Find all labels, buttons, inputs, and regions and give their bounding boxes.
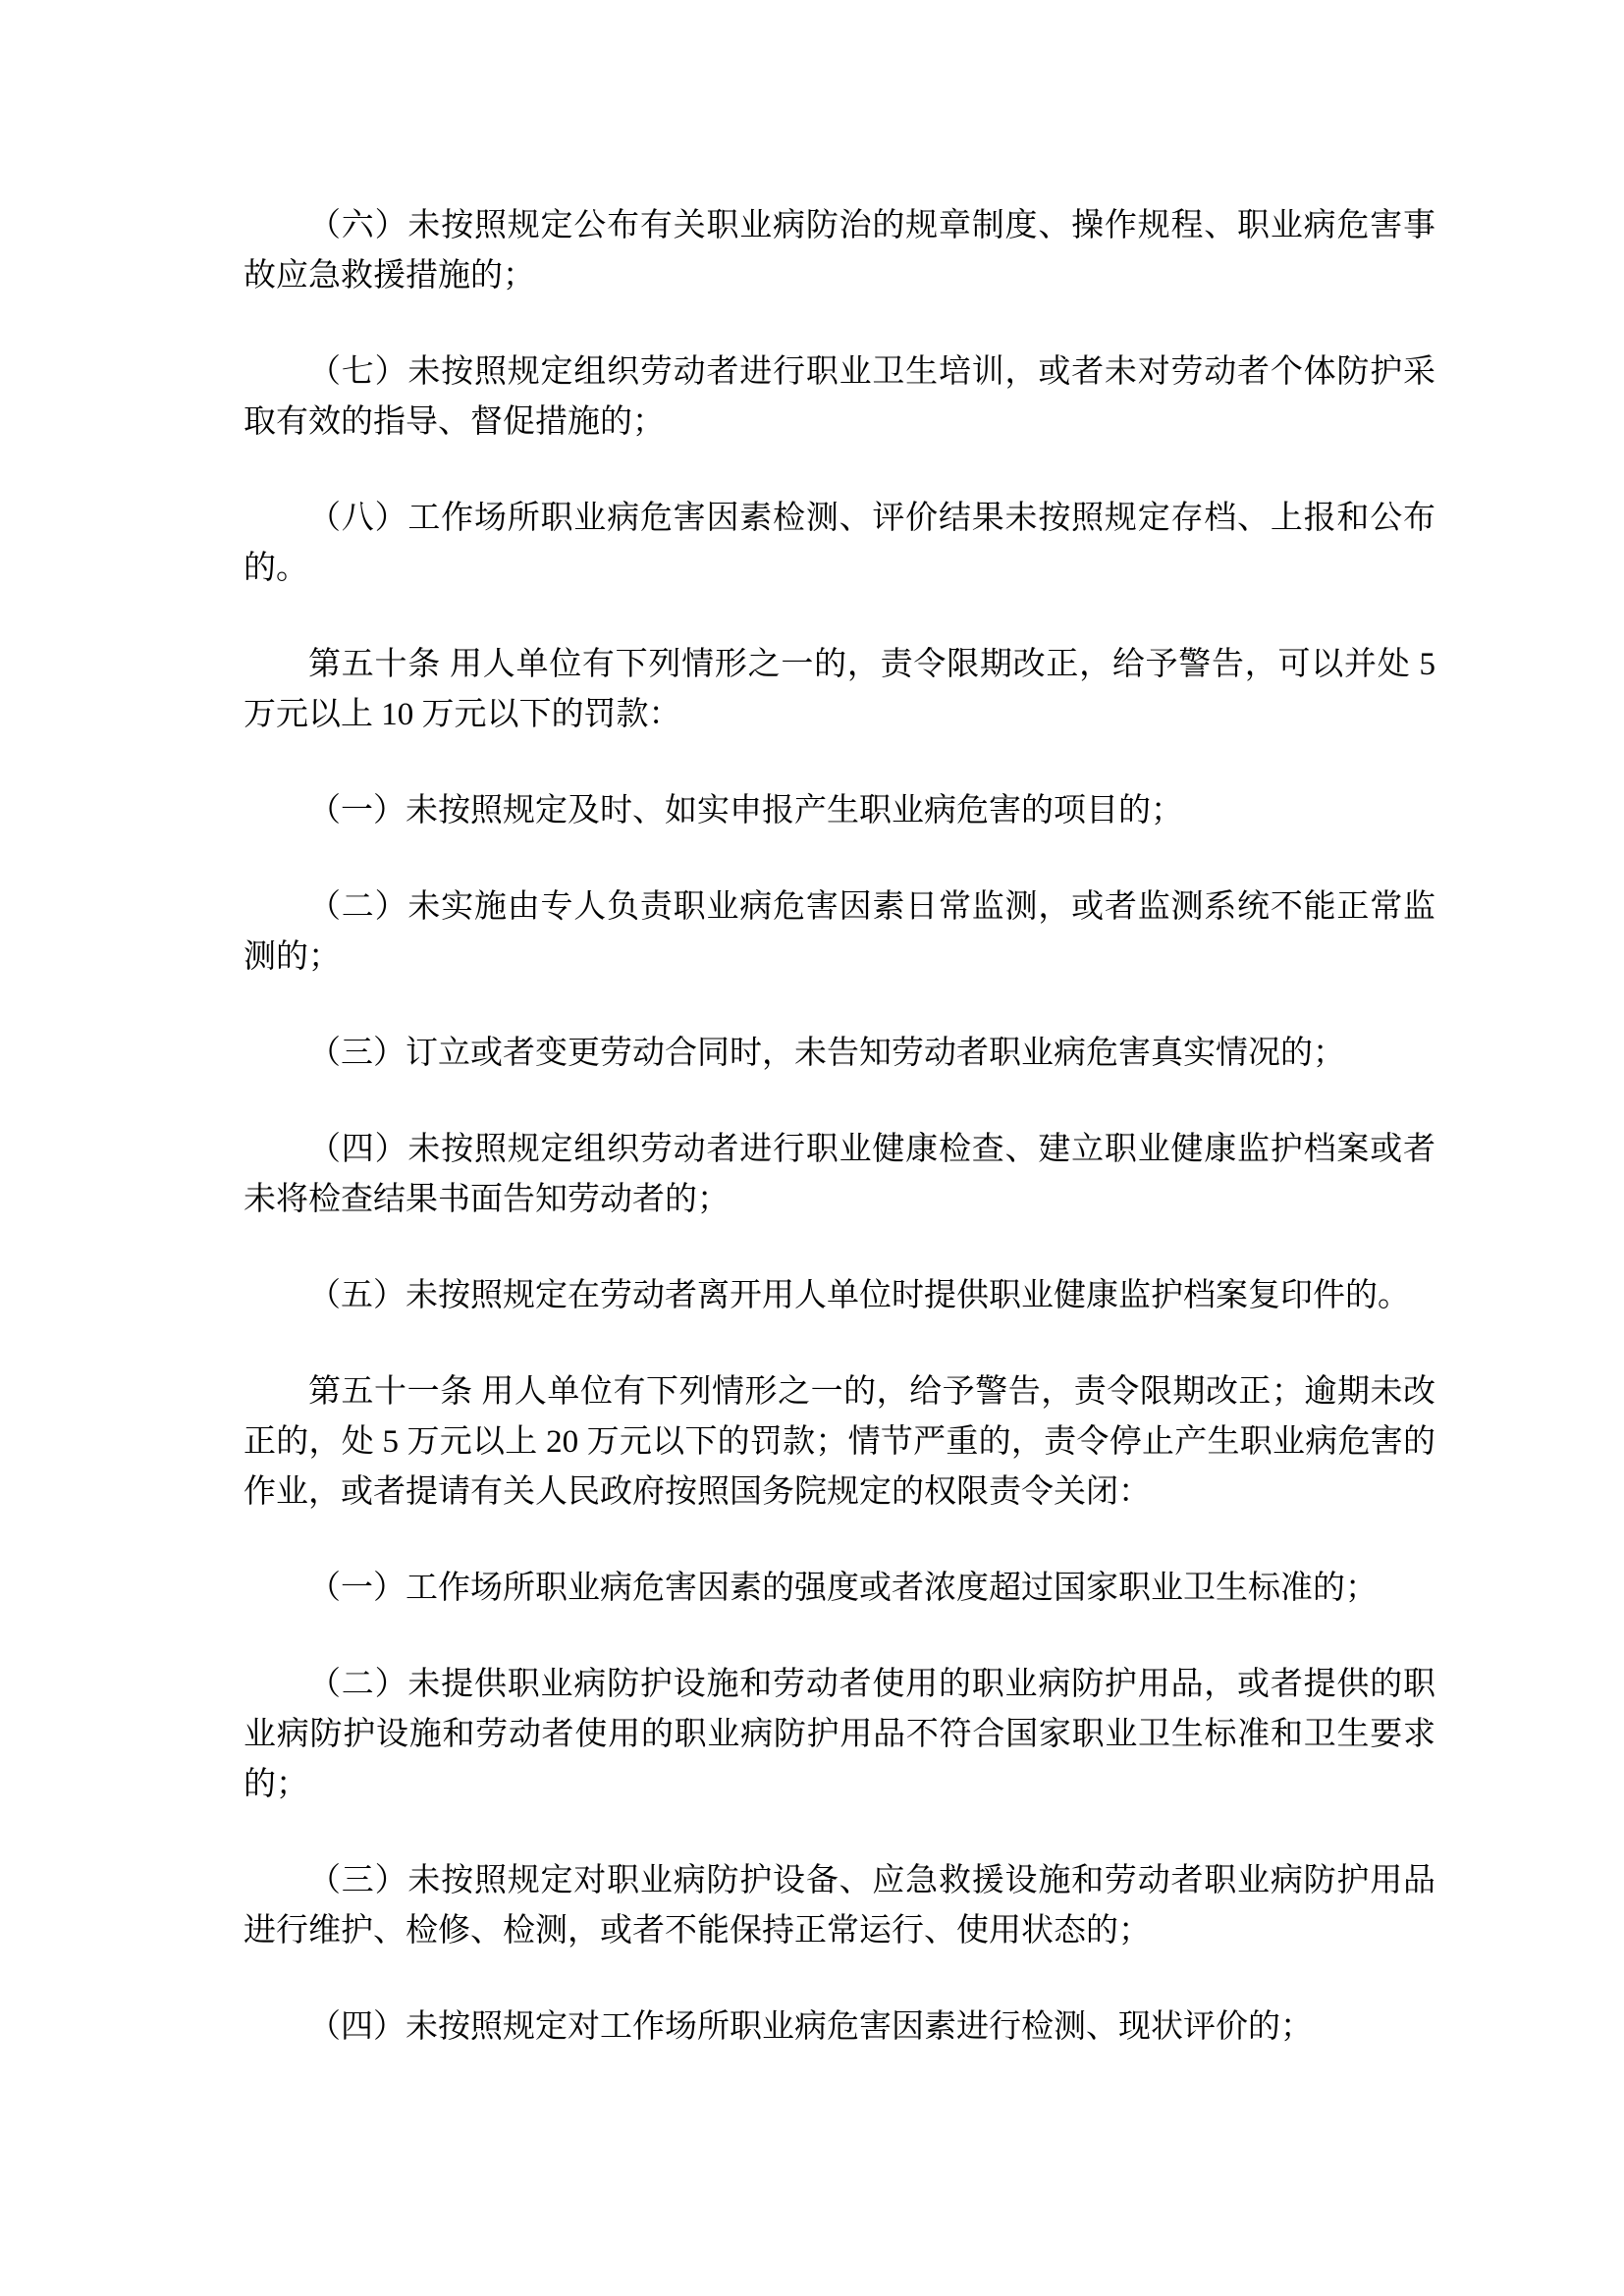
- paragraph: （一）未按照规定及时、如实申报产生职业病危害的项目的；: [308, 793, 1183, 828]
- document-body: [244, 201, 1435, 2053]
- paragraph: （七）未按照规定组织劳动者进行职业卫生培训，或者未对劳动者个体防护采取有效的指导、督促措施的；: [244, 354, 1435, 440]
- paragraph: （四）未按照规定组织劳动者进行职业健康检查、建立职业健康监护档案或者未将检查结果书面告知劳动者的；: [244, 1132, 1435, 1217]
- paragraph: （一）工作场所职业病危害因素的强度或者浓度超过国家职业卫生标准的；: [308, 1571, 1378, 1606]
- paragraph: （八）工作场所职业病危害因素检测、评价结果未按照规定存档、上报和公布的。: [244, 501, 1435, 586]
- paragraph: 第五十一条 用人单位有下列情形之一的，给予警告，责令限期改正；逾期未改正的，处 5 万元以上 20 万元以下的罚款；情节严重的，责令停止产生职业病危害的作业，或者提请有关人民政府按照国务院规定的权限责令关闭：: [244, 1374, 1435, 1510]
- paragraph: （二）未提供职业病防护设施和劳动者使用的职业病防护用品，或者提供的职业病防护设施和劳动者使用的职业病防护用品不符合国家职业卫生标准和卫生要求的；: [244, 1667, 1435, 1802]
- paragraph: （二）未实施由专人负责职业病危害因素日常监测，或者监测系统不能正常监测的；: [244, 889, 1435, 975]
- paragraph: （五）未按照规定在劳动者离开用人单位时提供职业健康监护档案复印件的。: [308, 1278, 1410, 1313]
- paragraph: （六）未按照规定公布有关职业病防治的规章制度、操作规程、职业病危害事故应急救援措施的；: [244, 208, 1435, 294]
- paragraph: （四）未按照规定对工作场所职业病危害因素进行检测、现状评价的；: [308, 2009, 1313, 2045]
- paragraph: （三）订立或者变更劳动合同时，未告知劳动者职业病危害真实情况的；: [308, 1036, 1345, 1071]
- paragraph: （三）未按照规定对职业病防护设备、应急救援设施和劳动者职业病防护用品进行维护、检修、检测，或者不能保持正常运行、使用状态的；: [244, 1863, 1435, 1949]
- paragraph: 第五十条 用人单位有下列情形之一的，责令限期改正，给予警告，可以并处 5 万元以上 10 万元以下的罚款：: [244, 647, 1435, 732]
